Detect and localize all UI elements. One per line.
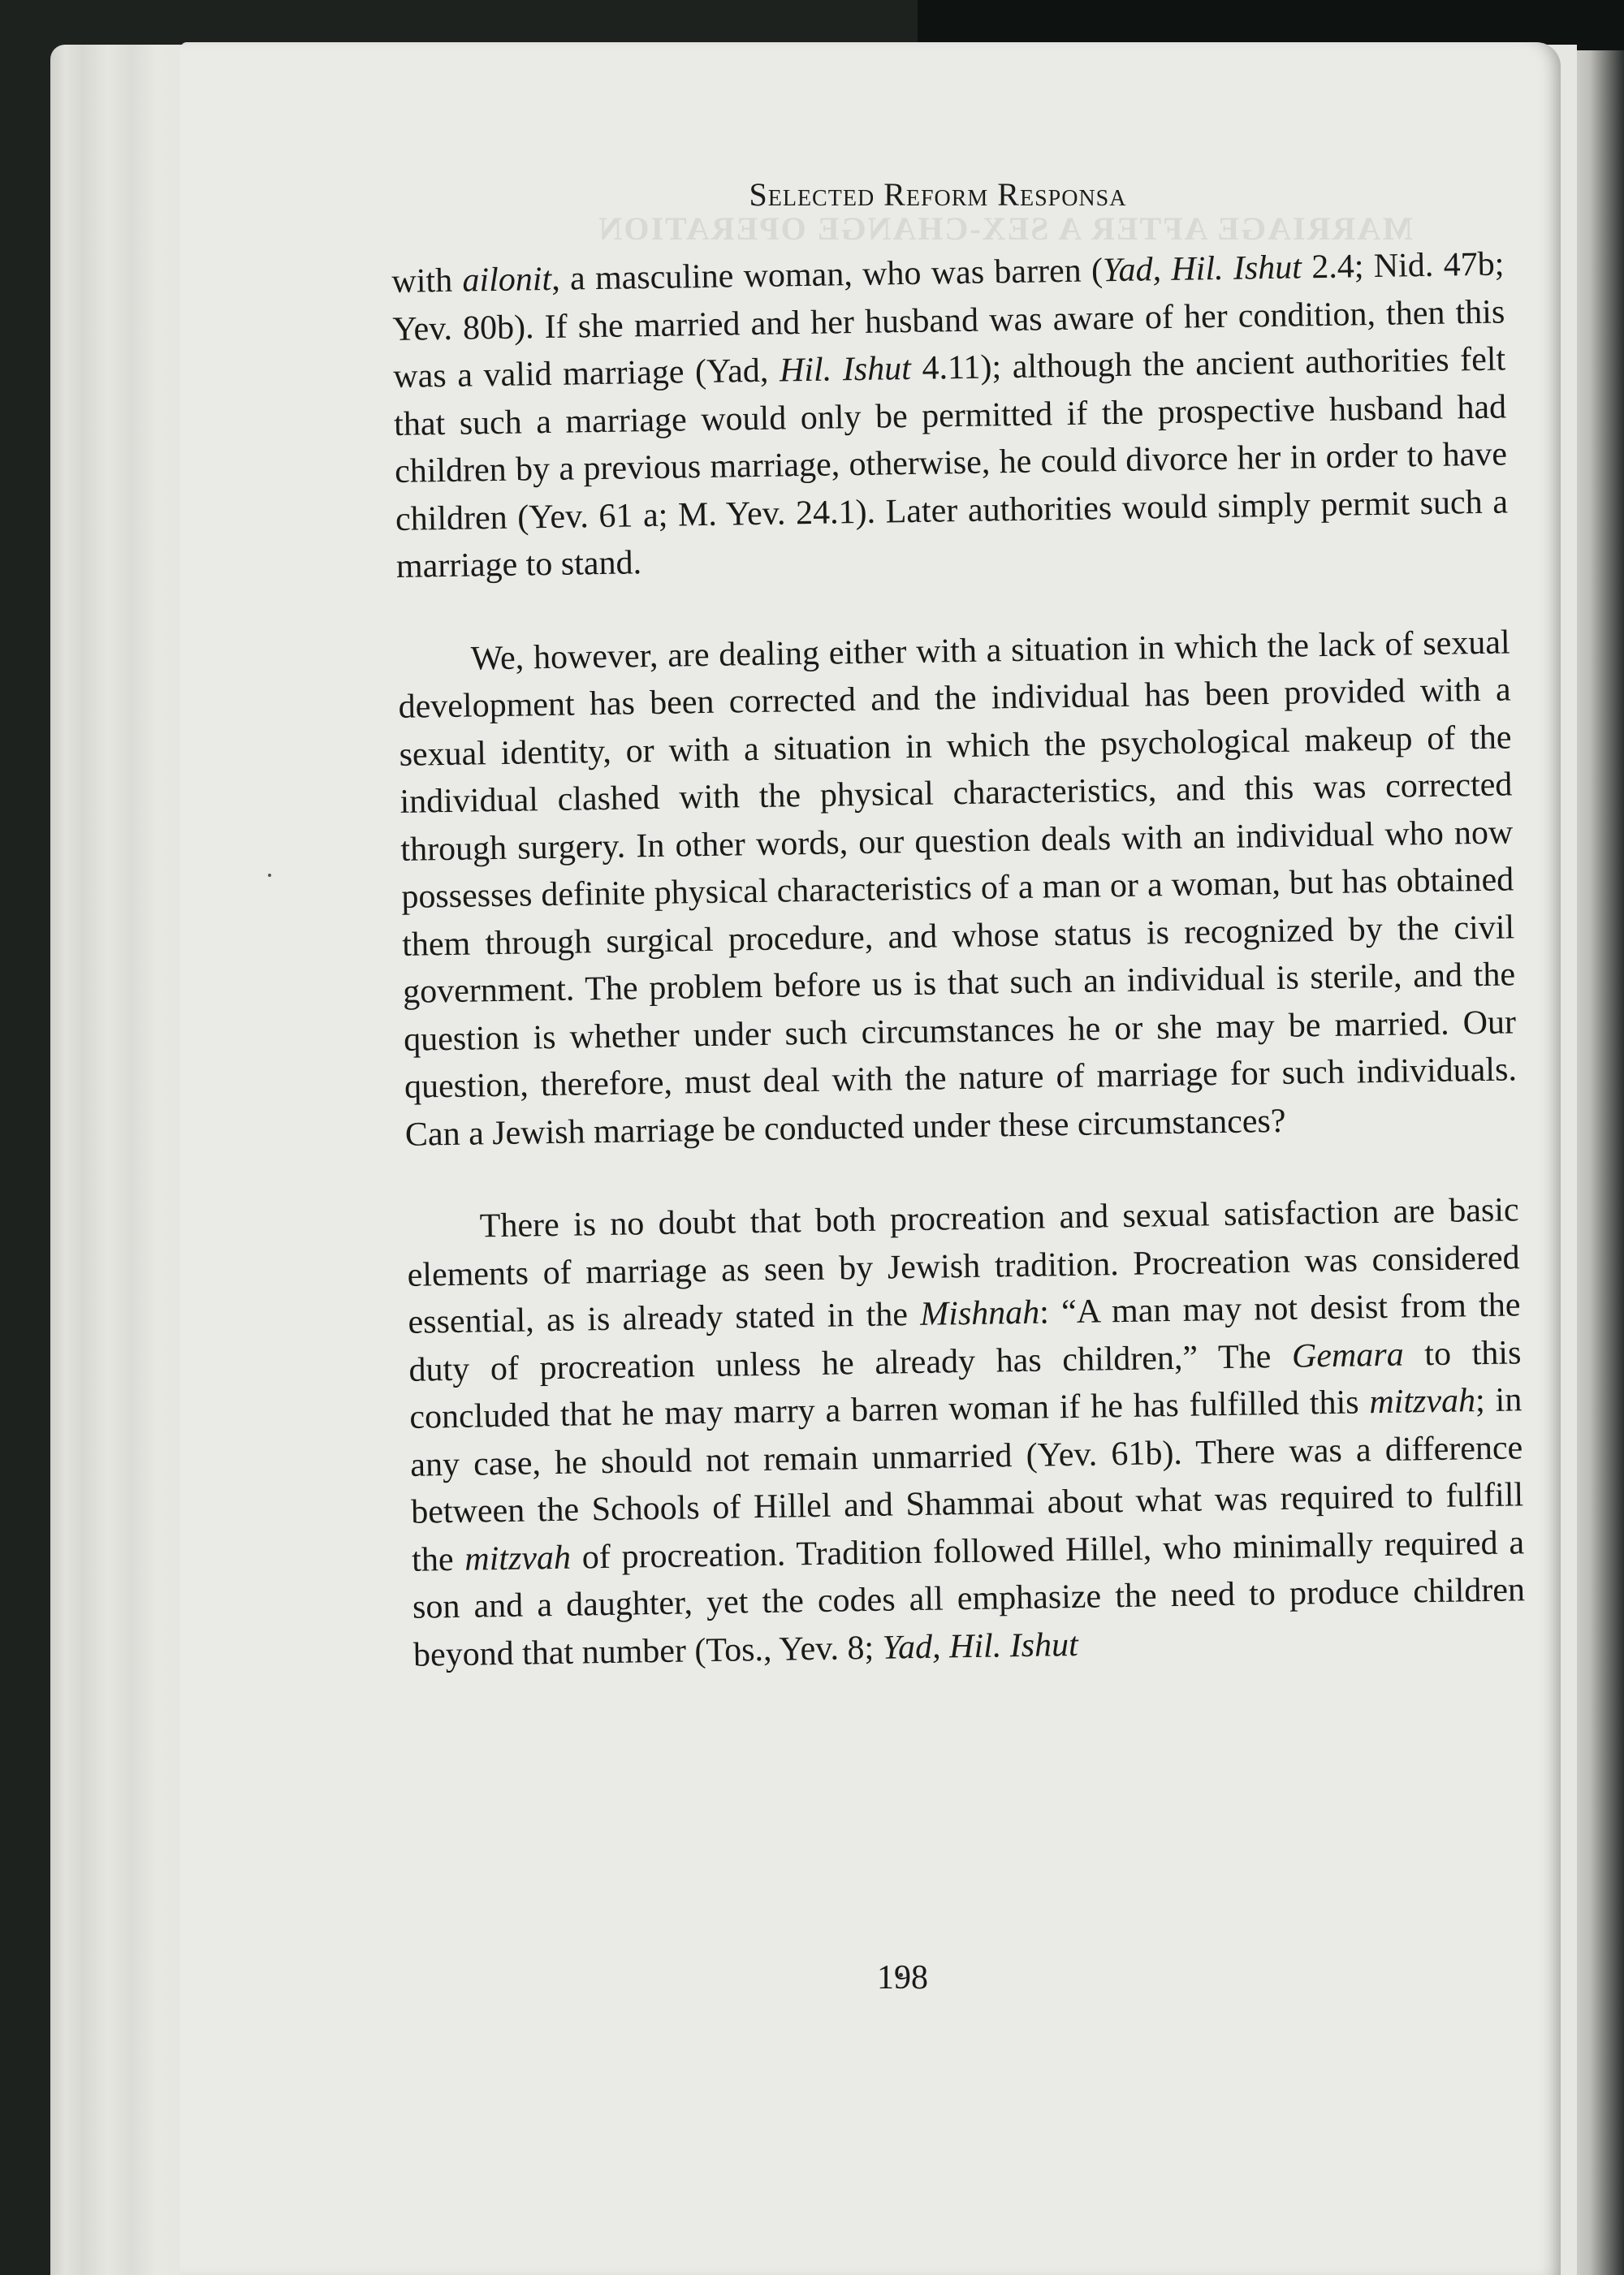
italic-text-segment: Hil. Ishut — [779, 349, 912, 390]
paragraph-2 — [397, 619, 1518, 1159]
italic-text-segment: mitzvah — [1369, 1382, 1476, 1422]
running-header: Selected Reform Responsa — [749, 176, 1127, 213]
text-segment: 4.11); although the ancient authorities felt that such a marriage would only be permitted if the prospective husband had children by a previous marriage, otherwise, he could divorce her in order to have children (Yev. 61 a; M. Yev. 24.1). Later authorities would simply permit such a marriage to stand. — [393, 340, 1509, 585]
italic-text-segment: mitzvah — [464, 1539, 572, 1578]
italic-text-segment: Gemara — [1291, 1336, 1404, 1375]
text-segment: 2.4; Nid. 47b; Yev. 80b). If she married and her husband was aware of her condition, then this was a valid marriage (Yad, — [392, 245, 1505, 395]
paper-speck — [268, 874, 271, 877]
italic-text-segment: Mishnah — [919, 1293, 1040, 1333]
italic-text-segment: ailonit — [462, 260, 552, 300]
body-text — [391, 240, 1526, 1678]
text-segment: There is no doubt that both procreation and sexual satisfaction are basic elements of marriage as seen by Jewish tradition. Procreation was considered essential, as is already stated in the — [407, 1191, 1520, 1341]
text-segment: ; in any case, he should not remain unmarried (Yev. 61b). There was a difference between the Schools of Hillel and Shammai about what was required to fulfill the — [409, 1381, 1524, 1579]
page-number: 198 — [877, 1959, 928, 1997]
text-segment: , a masculine woman, who was barren ( — [551, 252, 1104, 298]
italic-text-segment: Yad, Hil. Ishut — [882, 1625, 1079, 1667]
italic-text-segment: Yad, Hil. Ishut — [1102, 248, 1302, 290]
text-segment: to this concluded that he may marry a barren woman if he has fulfilled this — [409, 1333, 1522, 1436]
paragraph-1 — [391, 240, 1509, 590]
bleed-through-text: MARRIAGE AFTER A SEX-CHANGE OPERATION — [597, 210, 1413, 247]
text-segment: : “A man may not desist from the duty of procreation unless he already has children,” The — [408, 1286, 1521, 1389]
text-segment: with — [391, 261, 463, 300]
paragraph-3 — [406, 1186, 1526, 1678]
text-segment: of procreation. Tradition followed Hillel, who minimally required a son and a daughter, yet the codes all emphasize the need to produce children beyond that number (Tos., Yev. 8; — [412, 1523, 1526, 1674]
text-segment: We, however, are dealing either with a situation in which the lack of sexual development has been corrected and the individual has been provided with a sexual identity, or with a situation in which the psychological makeup of the individual clashed with the physical characteristics, and this was corrected through surgery. In other words, our question deals with an individual who now possesses definite physical characteristics of a man or a woman, but has obtained them through surgical procedure, and whose status is recognized by the civil government. The problem before us is that such an individual is sterile, and the question is whether under such circumstances he or she may be married. Our question, therefore, must deal with the nature of marriage for such individuals. Can a Jewish marriage be conducted under these circumstances? — [398, 623, 1518, 1154]
